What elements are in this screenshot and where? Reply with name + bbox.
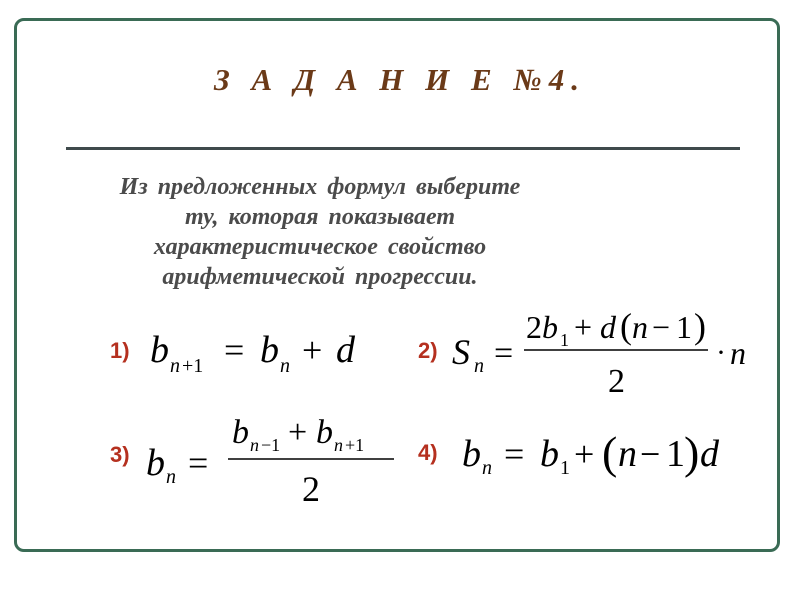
formula-3 xyxy=(144,405,404,510)
svg-text:=: = xyxy=(494,335,514,372)
svg-text:): ) xyxy=(684,427,700,478)
svg-text:·: · xyxy=(716,336,726,369)
svg-text:−: − xyxy=(640,434,661,474)
svg-text:n: n xyxy=(334,435,343,455)
formula-2 xyxy=(450,300,770,400)
svg-text:n: n xyxy=(474,355,484,377)
svg-text:b: b xyxy=(542,309,558,345)
option-1-label[interactable]: 1) xyxy=(110,338,130,363)
svg-text:): ) xyxy=(694,306,706,346)
svg-text:+: + xyxy=(288,414,308,451)
svg-text:2: 2 xyxy=(526,309,542,345)
option-4-label[interactable]: 4) xyxy=(418,440,438,465)
svg-text:b: b xyxy=(232,414,249,451)
option-3-label[interactable]: 3) xyxy=(110,442,130,467)
svg-text:S: S xyxy=(452,332,470,372)
task-line-4: арифметической прогрессии. xyxy=(162,264,478,290)
title-divider xyxy=(66,147,740,150)
svg-text:n: n xyxy=(166,466,176,488)
svg-text:b: b xyxy=(462,433,481,475)
svg-text:+: + xyxy=(574,309,593,345)
svg-text:n: n xyxy=(632,309,648,345)
svg-text:1: 1 xyxy=(676,309,692,345)
svg-text:=: = xyxy=(224,330,245,370)
svg-text:(: ( xyxy=(620,306,632,346)
svg-text:−1: −1 xyxy=(261,435,281,455)
svg-text:n: n xyxy=(482,457,492,479)
task-line-3: характеристическое свойство xyxy=(153,234,487,260)
svg-text:(: ( xyxy=(602,427,618,478)
svg-text:n: n xyxy=(170,355,180,377)
svg-text:b: b xyxy=(316,414,333,451)
slide-title: З А Д А Н И Е №4. xyxy=(213,62,587,97)
svg-text:1: 1 xyxy=(560,330,569,350)
svg-text:n: n xyxy=(280,355,290,377)
svg-text:b: b xyxy=(260,329,279,371)
formula-4 xyxy=(460,418,760,488)
task-line-1: Из предложенных формул выберите xyxy=(119,174,521,200)
svg-text:b: b xyxy=(150,329,169,371)
svg-text:d: d xyxy=(700,433,719,475)
task-line-2: ту, которая показывает xyxy=(185,204,455,230)
svg-text:1: 1 xyxy=(560,457,570,479)
svg-text:=: = xyxy=(504,434,525,474)
svg-text:b: b xyxy=(146,442,165,484)
svg-text:n: n xyxy=(618,433,637,475)
svg-text:d: d xyxy=(336,329,355,371)
svg-text:b: b xyxy=(540,433,559,475)
svg-text:d: d xyxy=(600,309,616,345)
svg-text:−: − xyxy=(652,309,671,345)
svg-text:+1: +1 xyxy=(345,435,365,455)
task-text xyxy=(60,172,580,292)
svg-text:1: 1 xyxy=(666,433,685,475)
svg-text:2: 2 xyxy=(608,363,625,400)
option-2-label[interactable]: 2) xyxy=(418,338,438,363)
formula-1 xyxy=(148,318,388,378)
svg-text:n: n xyxy=(250,435,259,455)
svg-text:+: + xyxy=(302,330,323,370)
svg-text:+1: +1 xyxy=(182,355,204,377)
svg-text:2: 2 xyxy=(302,469,320,509)
svg-text:+: + xyxy=(574,434,595,474)
svg-text:=: = xyxy=(188,443,209,483)
svg-text:n: n xyxy=(730,335,746,371)
